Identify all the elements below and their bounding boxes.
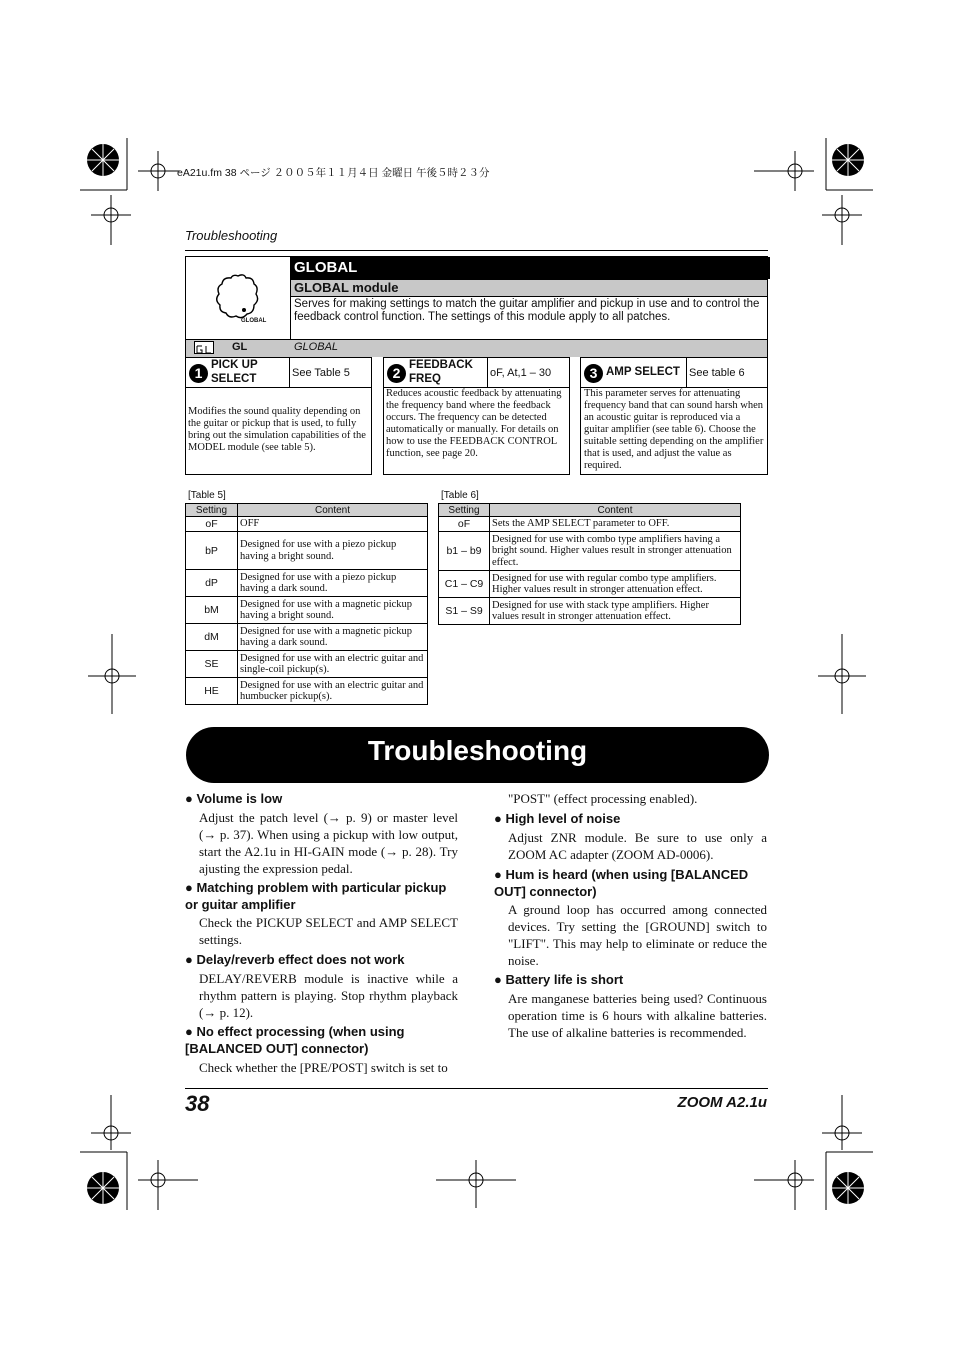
column-header: Setting: [186, 504, 238, 517]
table-row: [186, 517, 428, 532]
knob-area: [186, 257, 291, 339]
issue-heading: ● Volume is low: [185, 791, 283, 806]
led-display-icon: [194, 341, 214, 354]
issue-heading: ● High level of noise: [494, 811, 621, 826]
content-cell: Designed for use with an electric guitar and humbucker pickup(s).: [238, 678, 428, 705]
setting-cell: S1 – S9: [439, 598, 490, 625]
content-cell: Designed for use with combo type amplifiers having a bright sound. Higher values result in stronger attenuation effect.: [490, 532, 741, 571]
footer-rule: [185, 1088, 768, 1089]
module-description: Serves for making settings to match the guitar amplifier and pickup in use and to control the feedback control function. The settings of this module apply to all patches.: [294, 298, 760, 323]
content-cell: Designed for use with regular combo type amplifiers. Higher values result in stronger attenuation effect.: [490, 571, 741, 598]
registration-mark-bottom-center: [436, 1160, 516, 1210]
knob-icon: [186, 257, 290, 339]
setting-cell: C1 – C9: [439, 571, 490, 598]
param-name: FEEDBACK FREQ: [409, 358, 488, 387]
issue-body: Adjust ZNR module. Be sure to use only a ZOOM AC adapter (ZOOM AD-0006).: [508, 830, 767, 862]
section-header: Troubleshooting: [185, 228, 278, 243]
table-row: [186, 597, 428, 624]
param-box-1: [185, 357, 372, 475]
table-header-row: [439, 504, 741, 517]
param-range: oF, At,1 – 30: [490, 367, 552, 379]
issue-body: Are manganese batteries being used? Continuous operation time is 6 hours with alkaline batteries. The use of alkaline batteries is recommended.: [508, 991, 767, 1040]
content-cell: Designed for use with a piezo pickup having a bright sound.: [238, 532, 428, 570]
setting-cell: bM: [186, 597, 238, 624]
module-subtitle: GLOBAL module: [291, 279, 767, 297]
param-description: This parameter serves for attenuating frequency band that can sound harsh when an acoustic guitar is reproduced via a guitar amplifier (see table 6). Choose the suitable setting depending on the amplifier that is used, and adjust the value as required.: [584, 388, 764, 471]
table-row: [439, 517, 741, 532]
global-module-panel: [185, 256, 768, 357]
param-number-badge: 2: [387, 364, 406, 383]
setting-cell: bP: [186, 532, 238, 570]
table-row: [186, 678, 428, 705]
content-cell: OFF: [238, 517, 428, 532]
table-row: [186, 532, 428, 570]
page-number: 38: [185, 1091, 210, 1116]
registration-mark-top-right: [754, 135, 874, 255]
content-cell: Designed for use with a piezo pickup having a dark sound.: [238, 570, 428, 597]
content-cell: Designed for use with an electric guitar and single-coil pickup(s).: [238, 651, 428, 678]
product-name: ZOOM A2.1u: [677, 1094, 767, 1111]
table-row: [439, 571, 741, 598]
table6: [438, 503, 741, 625]
table-row: [186, 651, 428, 678]
table-row: [186, 570, 428, 597]
table-row: [186, 624, 428, 651]
table-row: [439, 598, 741, 625]
table6-caption: [Table 6]: [441, 490, 479, 501]
setting-cell: SE: [186, 651, 238, 678]
issue-body-continuation: "POST" (effect processing enabled).: [508, 791, 698, 806]
issue-body: DELAY/REVERB module is inactive while a rhythm pattern is playing. Stop rhythm playback (→ p. 12).: [199, 971, 458, 1020]
header-rule: [185, 250, 768, 251]
column-header: Setting: [439, 504, 490, 517]
issue-body: A ground loop has occurred among connected devices. Try setting the [GROUND] switch to "LIFT". This may help to eliminate or reduce the noise.: [508, 902, 767, 968]
param-name: AMP SELECT: [606, 358, 687, 387]
param-range: See table 6: [689, 367, 745, 379]
display-code: GL: [232, 341, 248, 353]
setting-cell: dP: [186, 570, 238, 597]
issue-body: Adjust the patch level (→ p. 9) or master level (→ p. 37). When using a pickup with low output, start the A2.1u in HI-GAIN mode (→ p. 28). Try ajusting the expression pedal.: [199, 810, 458, 876]
param-number-badge: 1: [189, 364, 208, 383]
content-cell: Designed for use with a magnetic pickup having a dark sound.: [238, 624, 428, 651]
param-description: Reduces acoustic feedback by attenuating the frequency band where the feedback occurs. The frequency can be detected automatically or manually. For details on how to use the FEEDBACK CONTROL function, see page 20.: [386, 388, 562, 459]
setting-cell: b1 – b9: [439, 532, 490, 571]
column-header: Content: [238, 504, 428, 517]
setting-cell: HE: [186, 678, 238, 705]
column-header: Content: [490, 504, 741, 517]
content-cell: Designed for use with a magnetic pickup having a bright sound.: [238, 597, 428, 624]
display-name: GLOBAL: [294, 341, 339, 353]
issue-body: Check the PICKUP SELECT and AMP SELECT settings.: [199, 915, 458, 947]
registration-mark-top-left: [80, 135, 200, 255]
knob-label: GLOBAL: [241, 318, 267, 324]
param-box-2: [383, 357, 570, 475]
table5: [185, 503, 428, 705]
issue-heading: ● Matching problem with particular pickup or guitar amplifier: [185, 880, 447, 912]
table-header-row: [186, 504, 428, 517]
content-cell: Sets the AMP SELECT parameter to OFF.: [490, 517, 741, 532]
issue-heading: ● Battery life is short: [494, 972, 624, 987]
setting-cell: dM: [186, 624, 238, 651]
param-box-3: [580, 357, 768, 475]
issue-body: Check whether the [PRE/POST] switch is set to: [199, 1060, 448, 1075]
param-range: See Table 5: [292, 367, 350, 379]
file-info: eA21u.fm 38 ページ ２００５年１１月４日 金曜日 午後５時２３分: [177, 167, 490, 179]
setting-cell: oF: [186, 517, 238, 532]
param-description: Modifies the sound quality depending on the guitar or pickup that is used, to fully bring out the simulation capabilities of the MODEL module (see table 5).: [188, 406, 366, 453]
issue-heading: ● Delay/reverb effect does not work: [185, 952, 405, 967]
setting-cell: oF: [439, 517, 490, 532]
registration-mark-mid-right: [816, 634, 876, 714]
param-number-badge: 3: [584, 364, 603, 383]
registration-mark-bottom-right: [754, 1095, 874, 1215]
troubleshooting-title: Troubleshooting: [186, 727, 769, 783]
table5-caption: [Table 5]: [188, 490, 226, 501]
display-row: [186, 339, 767, 357]
content-cell: Designed for use with stack type amplifiers. Higher values result in stronger attenuation effect.: [490, 598, 741, 625]
registration-mark-mid-left: [86, 634, 146, 714]
issue-heading: ● Hum is heard (when using [BALANCED OUT] connector): [494, 867, 749, 899]
module-title: GLOBAL: [291, 257, 770, 279]
param-name: PICK UP SELECT: [211, 358, 290, 387]
table-row: [439, 532, 741, 571]
issue-heading: ● No effect processing (when using [BALANCED OUT] connector): [185, 1024, 405, 1056]
